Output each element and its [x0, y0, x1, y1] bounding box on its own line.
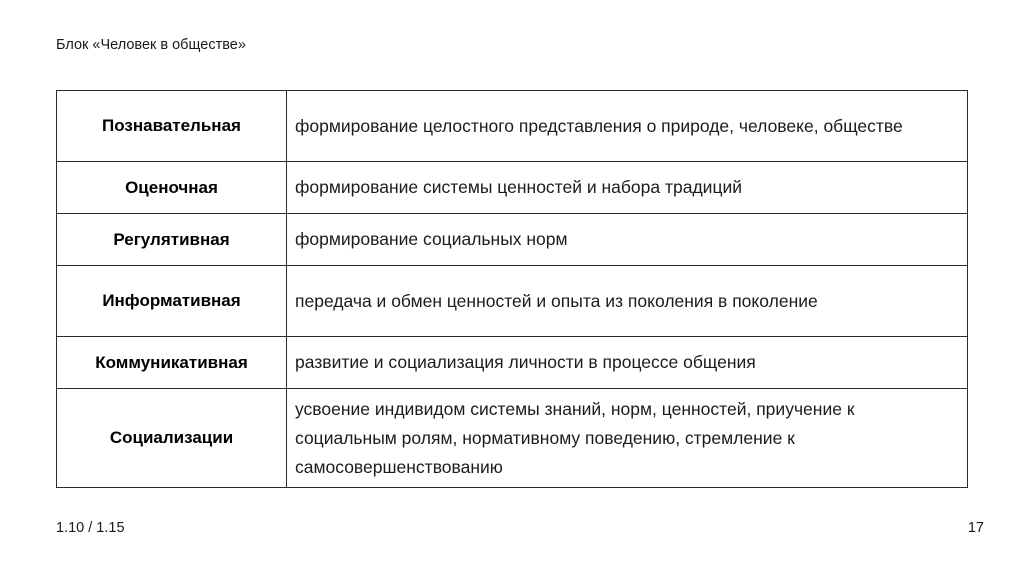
table-row	[57, 389, 968, 488]
function-description: усвоение индивидом системы знаний, норм, ценностей, приучение к социальным ролям, нормативному поведению, стремление к самосовершенствованию	[287, 389, 968, 488]
function-name: Регулятивная	[57, 214, 287, 266]
table-row	[57, 337, 968, 389]
table-row	[57, 162, 968, 214]
function-name: Информативная	[57, 266, 287, 337]
function-description: передача и обмен ценностей и опыта из поколения в поколение	[287, 266, 968, 337]
table-row	[57, 214, 968, 266]
function-name: Познавательная	[57, 91, 287, 162]
section-code: 1.10 / 1.15	[56, 520, 125, 536]
functions-table	[56, 90, 968, 488]
function-name: Оценочная	[57, 162, 287, 214]
slide-title: Блок «Человек в обществе»	[56, 37, 246, 53]
function-description: формирование целостного представления о природе, человеке, обществе	[287, 91, 968, 162]
page-number: 17	[967, 520, 984, 536]
table-row	[57, 91, 968, 162]
function-name: Коммуникативная	[57, 337, 287, 389]
function-description: развитие и социализация личности в процессе общения	[287, 337, 968, 389]
function-description: формирование социальных норм	[287, 214, 968, 266]
function-name: Социализации	[57, 389, 287, 488]
table-row	[57, 266, 968, 337]
function-description: формирование системы ценностей и набора традиций	[287, 162, 968, 214]
